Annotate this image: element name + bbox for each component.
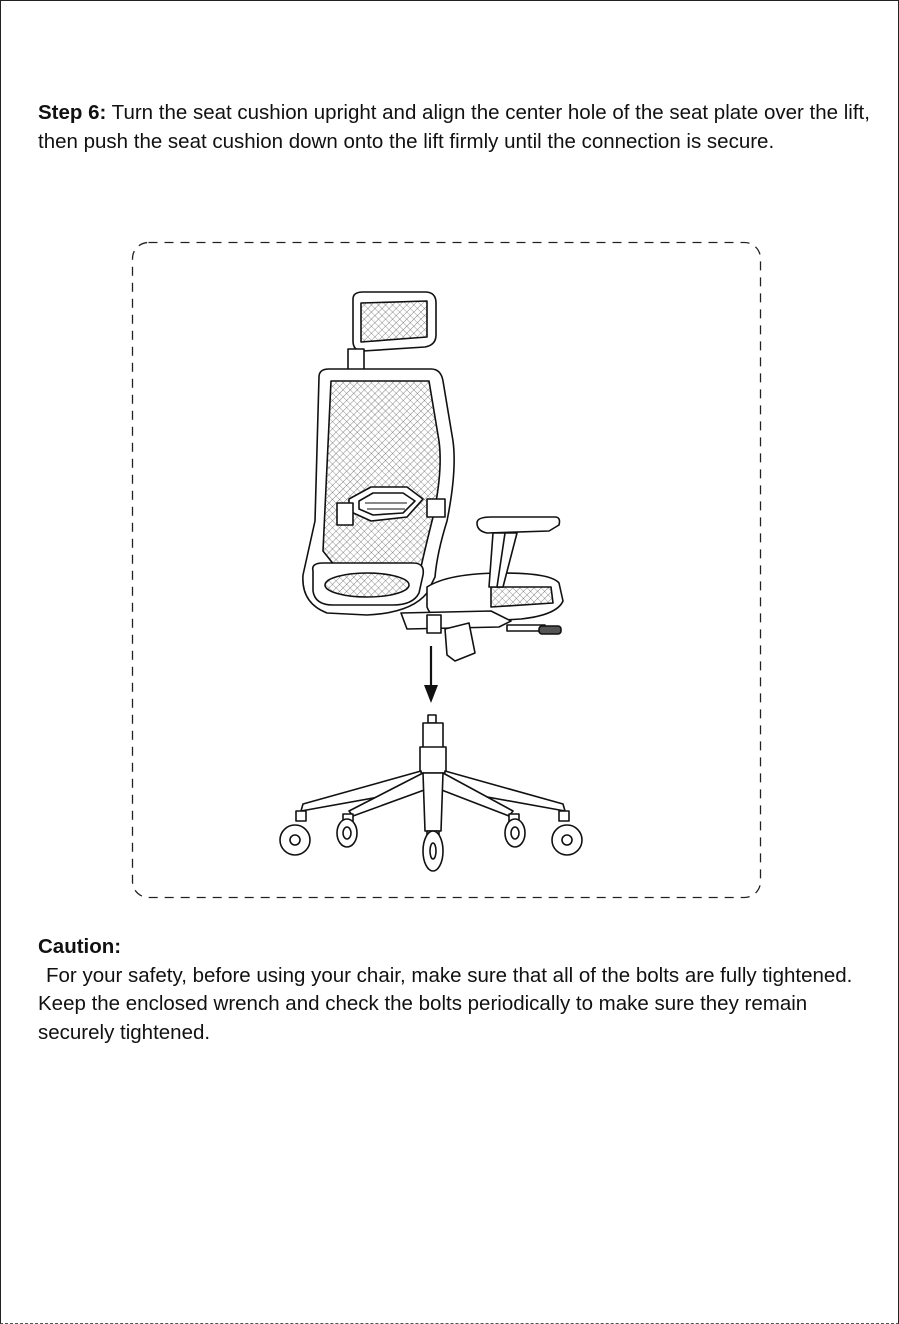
caution-section <box>38 933 878 1047</box>
assembly-illustration <box>131 241 762 899</box>
step-description: Turn the seat cushion upright and align the center hole of the seat plate over the lift, then push the seat cushion down onto the lift firmly until the connection is secure. <box>38 101 870 153</box>
chair-seat-assembly <box>303 292 563 661</box>
down-arrow-icon <box>424 646 438 703</box>
caution-title: Caution: <box>38 935 122 958</box>
office-chair-assembly-icon <box>131 241 762 899</box>
step-instruction <box>38 99 874 156</box>
chair-base-assembly <box>280 715 582 871</box>
dashed-frame <box>133 243 761 898</box>
step-label: Step 6: <box>38 101 107 124</box>
caution-line-2: Keep the enclosed wrench and check the bolts periodically to make sure they remain securely tightened. <box>38 992 808 1044</box>
caution-line-1: For your safety, before using your chair, make sure that all of the bolts are fully tightened. <box>46 963 853 987</box>
